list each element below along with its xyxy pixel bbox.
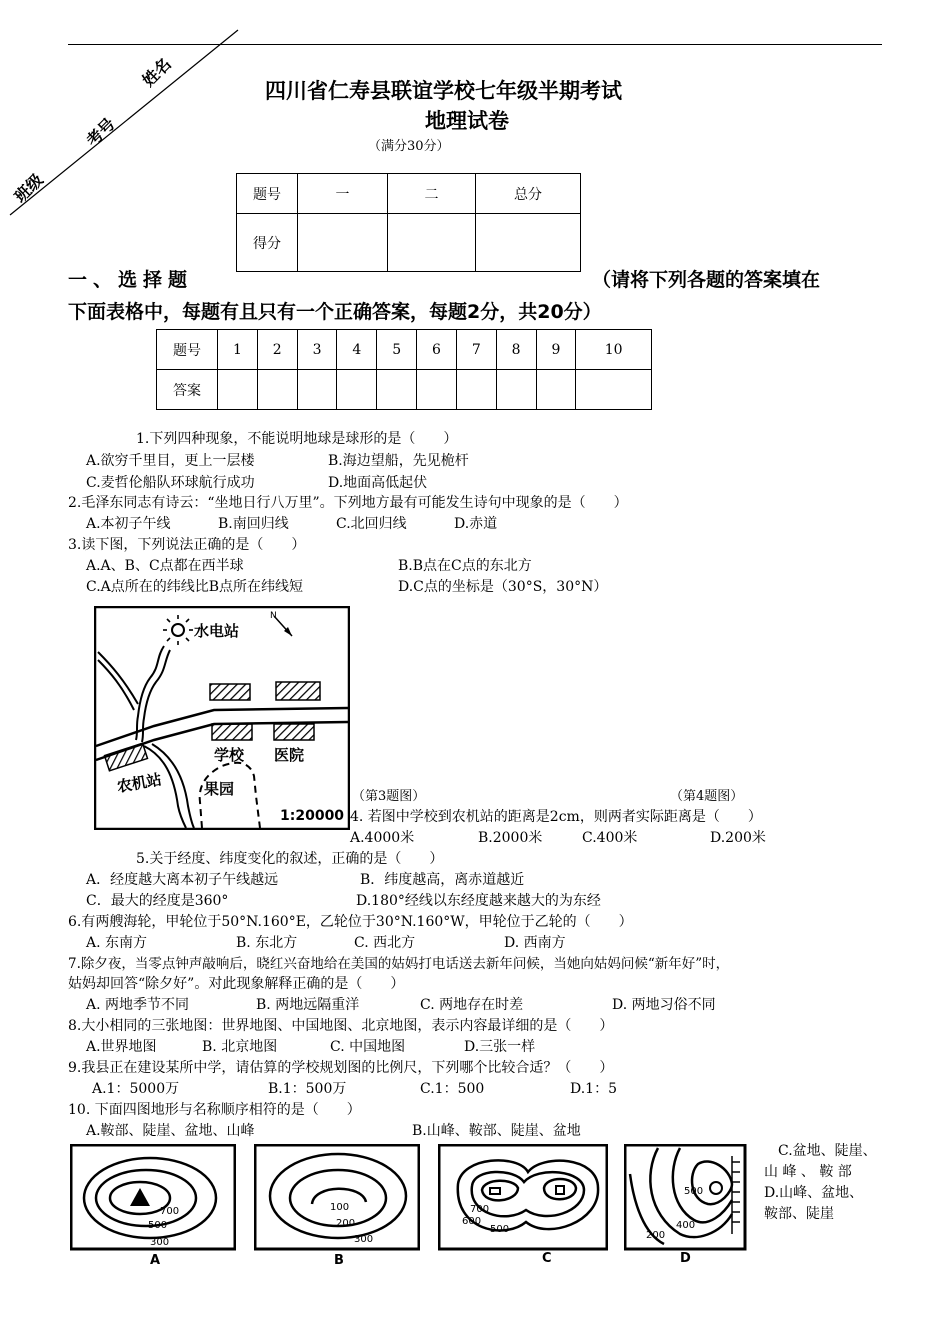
q6-option-b: B. 东北方 <box>236 935 298 951</box>
answer-header-label: 题号 <box>157 330 218 370</box>
score-table <box>236 173 581 272</box>
q1-option-d: D.地面高低起伏 <box>328 475 428 491</box>
answer-table <box>156 329 652 410</box>
q2-option-b: B.南回归线 <box>218 516 289 532</box>
north-label: N <box>270 611 277 621</box>
q10-option-c-line-2: 山 峰 、 鞍 部 <box>764 1164 852 1180</box>
contour-value: 700 <box>470 1204 490 1215</box>
school-building-icon <box>212 724 252 740</box>
orchard-label: 果园 <box>204 780 235 798</box>
q4-option-d: D.200米 <box>710 830 766 846</box>
q9-option-d: D.1：5 <box>570 1081 617 1097</box>
answer-number: 3 <box>297 330 337 370</box>
question-8: 8.大小相同的三张地图：世界地图、中国地图、北京地图，表示内容最详细的是（ ） <box>68 1018 614 1034</box>
q7-option-b: B. 两地远隔重洋 <box>256 997 360 1013</box>
school-label: 学校 <box>214 746 245 764</box>
hospital-building-icon <box>274 724 314 740</box>
answer-cell[interactable] <box>337 370 377 410</box>
q10-option-d-line-2: 鞍部、陡崖 <box>764 1206 834 1222</box>
q3-option-a: A.A、B、C点都在西半球 <box>86 558 244 574</box>
contour-value: 700 <box>160 1206 180 1217</box>
question-3: 3.读下图，下列说法正确的是（ ） <box>68 537 306 553</box>
contour-map-b <box>254 1144 420 1268</box>
question-5: 5.关于经度、纬度变化的叙述，正确的是（ ） <box>136 851 444 867</box>
contour-value: 500 <box>148 1220 168 1231</box>
answer-number: 5 <box>377 330 417 370</box>
q2-option-a: A.本初子午线 <box>86 516 171 532</box>
answer-cell[interactable] <box>496 370 536 410</box>
farm-station-label: 农机站 <box>115 770 164 796</box>
q4-option-c: C.400米 <box>582 830 638 846</box>
question-9: 9.我县正在建设某所中学，请估算的学校规划图的比例尺，下列哪个比较合适？（ ） <box>68 1060 614 1076</box>
figure-label: A <box>150 1253 161 1268</box>
q8-option-c: C. 中国地图 <box>330 1039 406 1055</box>
q4-option-b: B.2000米 <box>478 830 543 846</box>
figure-label: B <box>334 1253 344 1268</box>
full-score: （满分30分） <box>368 139 450 154</box>
section1-title: 一、选择题 <box>68 269 194 291</box>
q9-option-b: B.1：500万 <box>268 1081 347 1097</box>
q1-option-a: A.欲穷千里目，更上一层楼 <box>86 453 255 469</box>
answer-cell[interactable] <box>377 370 417 410</box>
q9-option-c: C.1：500 <box>420 1081 485 1097</box>
question-10: 10. 下面四图地形与名称顺序相符的是（ ） <box>68 1102 361 1118</box>
answer-cell[interactable] <box>218 370 258 410</box>
contour-value: 200 <box>646 1230 666 1241</box>
contour-map-c <box>438 1144 608 1268</box>
q1-option-b: B.海边望船，先见桅杆 <box>328 453 469 469</box>
q8-option-a: A.世界地图 <box>86 1039 157 1055</box>
class-label: 班级 <box>10 170 47 207</box>
school-map-figure <box>94 606 350 830</box>
figure-4-caption: （第4题图） <box>670 789 744 804</box>
q6-option-c: C. 西北方 <box>354 935 416 951</box>
answer-number: 7 <box>456 330 496 370</box>
q3-option-d: D.C点的坐标是（30°S，30°N） <box>398 579 608 595</box>
q8-option-d: D.三张一样 <box>464 1039 536 1055</box>
contour-value: 600 <box>462 1216 482 1227</box>
answer-cell[interactable] <box>536 370 576 410</box>
question-1: 1.下列四种现象，不能说明地球是球形的是（ ） <box>136 431 458 447</box>
score-cell-total[interactable] <box>476 214 581 272</box>
q7-option-d: D. 两地习俗不同 <box>612 997 716 1013</box>
contour-value: 100 <box>330 1202 350 1213</box>
answer-number: 10 <box>576 330 652 370</box>
q2-option-d: D.赤道 <box>454 516 498 532</box>
building-icon <box>276 682 320 700</box>
answer-row-label: 答案 <box>157 370 218 410</box>
contour-map-d <box>624 1144 750 1268</box>
answer-number: 2 <box>257 330 297 370</box>
answer-number: 6 <box>417 330 457 370</box>
contour-value: 200 <box>336 1218 356 1229</box>
q9-option-a: A.1：5000万 <box>92 1081 180 1097</box>
q6-option-a: A. 东南方 <box>86 935 148 951</box>
q8-option-b: B. 北京地图 <box>202 1039 278 1055</box>
contour-value: 300 <box>354 1234 374 1245</box>
answer-cell[interactable] <box>297 370 337 410</box>
answer-number: 9 <box>536 330 576 370</box>
score-cell-part1[interactable] <box>298 214 388 272</box>
contour-value: 500 <box>684 1186 704 1197</box>
hospital-label: 医院 <box>274 746 305 764</box>
figure-label: D <box>680 1251 691 1266</box>
name-label: 姓名 <box>138 54 175 91</box>
answer-number: 4 <box>337 330 377 370</box>
question-7-line-1: 7.除夕夜，当零点钟声敲响后，晓红兴奋地给在美国的姑妈打电话送去新年问候，当她向姑妈问候“新年好”时， <box>68 956 730 972</box>
answer-number: 8 <box>496 330 536 370</box>
question-2: 2.毛泽东同志有诗云：“坐地日行八万里”。下列地方最有可能发生诗句中现象的是（ ） <box>68 495 628 511</box>
score-row-label: 得分 <box>237 214 298 272</box>
q6-option-d: D. 西南方 <box>504 935 566 951</box>
q5-option-a: A．经度越大离本初子午线越远 <box>86 872 279 888</box>
exam-subtitle: 地理试卷 <box>425 109 509 133</box>
figure-3-caption: （第3题图） <box>352 789 426 804</box>
q2-option-c: C.北回归线 <box>336 516 407 532</box>
section1-instruction-2: 下面表格中，每题有且只有一个正确答案，每题2分，共20分） <box>68 301 602 323</box>
contour-value: 500 <box>490 1224 510 1235</box>
question-6: 6.有两艘海轮，甲轮位于50°N.160°E，乙轮位于30°N.160°W，甲轮位于乙轮的（ ） <box>68 914 633 930</box>
question-4: 4. 若图中学校到农机站的距离是2cm，则两者实际距离是（ ） <box>350 809 762 825</box>
answer-cell[interactable] <box>257 370 297 410</box>
q10-option-c-line-1: C.盆地、陡崖、 <box>778 1143 877 1159</box>
section1-instruction-1: （请将下列各题的答案填在 <box>592 269 821 291</box>
scale-label: 1:20000 <box>280 808 345 824</box>
score-header-part1: 一 <box>298 174 388 214</box>
q3-option-b: B.B点在C点的东北方 <box>398 558 532 574</box>
hydro-station-label: 水电站 <box>194 622 240 640</box>
contour-value: 400 <box>676 1220 696 1231</box>
question-7-line-2: 姑妈却回答“除夕好”。对此现象解释正确的是（ ） <box>68 976 405 992</box>
building-icon <box>210 684 250 700</box>
q4-option-a: A.4000米 <box>350 830 415 846</box>
answer-cell[interactable] <box>456 370 496 410</box>
q3-option-c: C.A点所在的纬线比B点所在纬线短 <box>86 579 304 595</box>
score-header-question: 题号 <box>237 174 298 214</box>
q5-option-d: D.180°经线以东经度越来越大的为东经 <box>356 893 601 909</box>
answer-number: 1 <box>218 330 258 370</box>
score-header-total: 总分 <box>476 174 581 214</box>
contour-map-a <box>70 1144 236 1268</box>
q1-option-c: C.麦哲伦船队环球航行成功 <box>86 475 255 491</box>
q5-option-b: B．纬度越高，离赤道越近 <box>360 872 525 888</box>
figure-label: C <box>542 1251 552 1266</box>
q5-option-c: C．最大的经度是360° <box>86 893 229 909</box>
contour-value: 300 <box>150 1237 170 1248</box>
score-cell-part2[interactable] <box>388 214 476 272</box>
exam-title: 四川省仁寿县联谊学校七年级半期考试 <box>265 79 622 103</box>
answer-cell[interactable] <box>576 370 652 410</box>
exam-number-label: 考号 <box>82 114 119 151</box>
q7-option-a: A. 两地季节不同 <box>86 997 190 1013</box>
q10-option-b: B.山峰、鞍部、陡崖、盆地 <box>412 1123 581 1139</box>
q10-option-a: A.鞍部、陡崖、盆地、山峰 <box>86 1123 255 1139</box>
q7-option-c: C. 两地存在时差 <box>420 997 524 1013</box>
q10-option-d-line-1: D.山峰、盆地、 <box>764 1185 864 1201</box>
score-header-part2: 二 <box>388 174 476 214</box>
binding-diagonal-line <box>0 0 260 230</box>
answer-cell[interactable] <box>417 370 457 410</box>
